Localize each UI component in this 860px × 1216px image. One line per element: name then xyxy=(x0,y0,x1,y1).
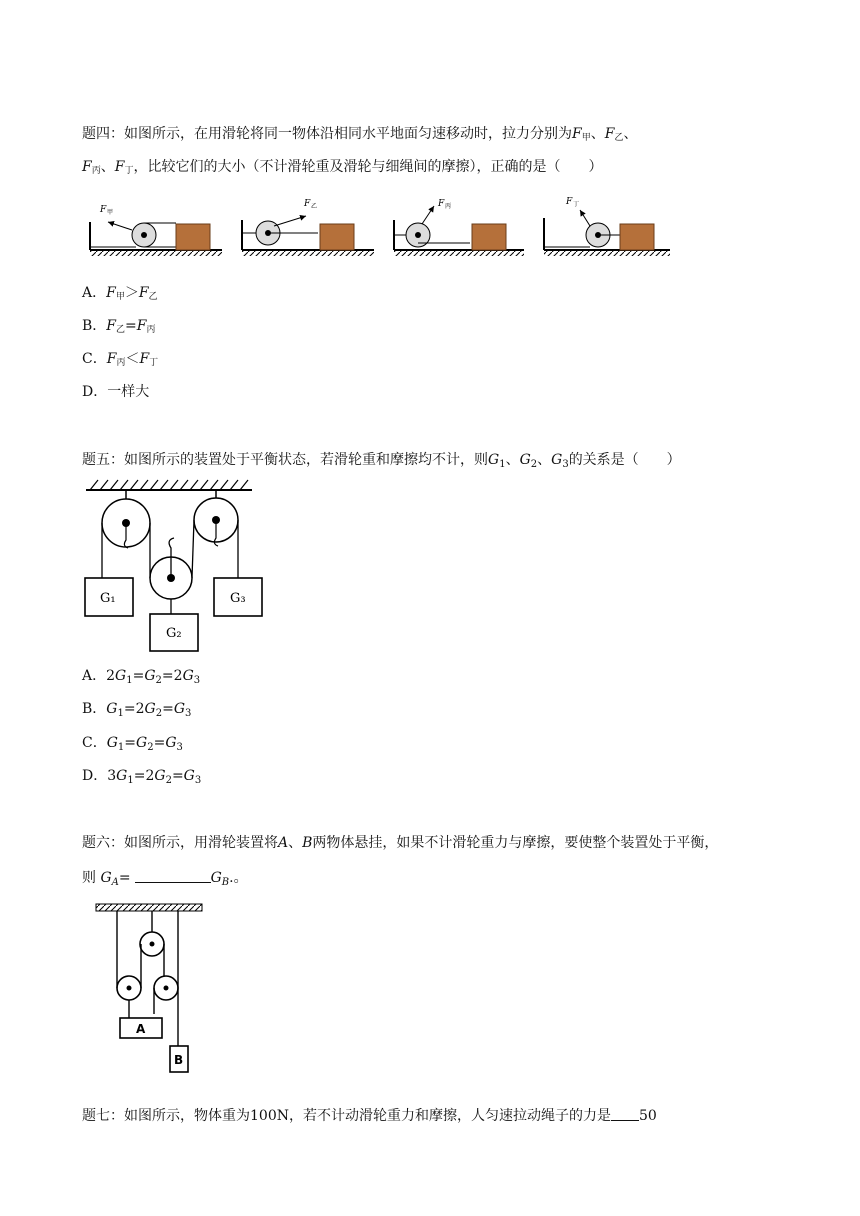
q6-line2: 则 $G_A= G_B$.。 xyxy=(82,870,248,888)
q7-stem: 题七：如图所示，物体重为100N，若不计动滑轮重力和摩擦，人匀速拉动绳子的力是 50 xyxy=(82,1108,657,1124)
q4-fig-sub-ding: 丁 xyxy=(573,201,580,208)
q4-fig-label-yi: F xyxy=(304,199,311,209)
q5-figure xyxy=(82,478,272,653)
q5-fig-label-g2: G₂ xyxy=(166,626,182,641)
q4-panel-jia xyxy=(90,205,222,256)
q7-answer: 50 xyxy=(638,1108,657,1124)
q5-option-c[interactable]: C．$G_1=G_2=G_3$ xyxy=(82,735,183,753)
q4-panel-yi xyxy=(242,199,374,256)
q4-fig-label-jia: F xyxy=(100,205,107,215)
q4-figure xyxy=(84,192,684,262)
q5-fig-label-g3: G₃ xyxy=(230,591,246,606)
q4-option-b[interactable]: B．$F_乙=F_丙$ xyxy=(82,318,156,335)
q6-line1: 题六：如图所示，用滑轮装置将A、B两物体悬挂，如果不计滑轮重力与摩擦，要使整个装置处于平衡， xyxy=(82,835,719,851)
q5-option-b[interactable]: B．$G_1=2G_2=G_3$ xyxy=(82,701,192,719)
q4-fig-label-ding: F xyxy=(566,197,573,207)
q4-fig-sub-jia: 甲 xyxy=(107,209,114,216)
q4-fig-sub-yi: 乙 xyxy=(311,203,318,210)
q5-stem: 题五：如图所示的装置处于平衡状态，若滑轮重和摩擦均不计，则$G_1$、$G_2$、$G_3$的关系是（ ） xyxy=(82,452,681,470)
q6-fig-label-b: B xyxy=(174,1053,184,1067)
q4-option-d[interactable]: D．一样大 xyxy=(82,384,150,400)
q4-option-a[interactable]: A．$F_甲>F_乙$ xyxy=(82,285,158,302)
q4-fig-label-bing: F xyxy=(438,199,445,209)
q4-line2: $F_丙$、$F_丁$，比较它们的大小（不计滑轮重及滑轮与细绳间的摩擦），正确的是（ ） xyxy=(82,159,603,176)
q4-panel-bing xyxy=(394,199,524,256)
q4-panel-ding xyxy=(544,197,670,256)
q7-answer-blank[interactable] xyxy=(611,1108,639,1121)
q5-option-d[interactable]: D．$3G_1=2G_2=G_3$ xyxy=(82,768,202,786)
q6-figure xyxy=(92,900,212,1080)
q5-fig-label-g1: G₁ xyxy=(100,591,116,606)
q4-line1: 题四：如图所示，在用滑轮将同一物体沿相同水平地面匀速移动时，拉力分别为$F_甲$、$F_乙$、 xyxy=(82,126,638,143)
q6-answer-blank[interactable] xyxy=(135,870,211,883)
q6-fig-label-a: A xyxy=(136,1022,146,1036)
q4-option-c[interactable]: C．$F_丙<F_丁$ xyxy=(82,351,159,368)
q5-option-a[interactable]: A．$2G_1=G_2=2G_3$ xyxy=(82,668,201,686)
q4-fig-sub-bing: 丙 xyxy=(445,203,452,210)
